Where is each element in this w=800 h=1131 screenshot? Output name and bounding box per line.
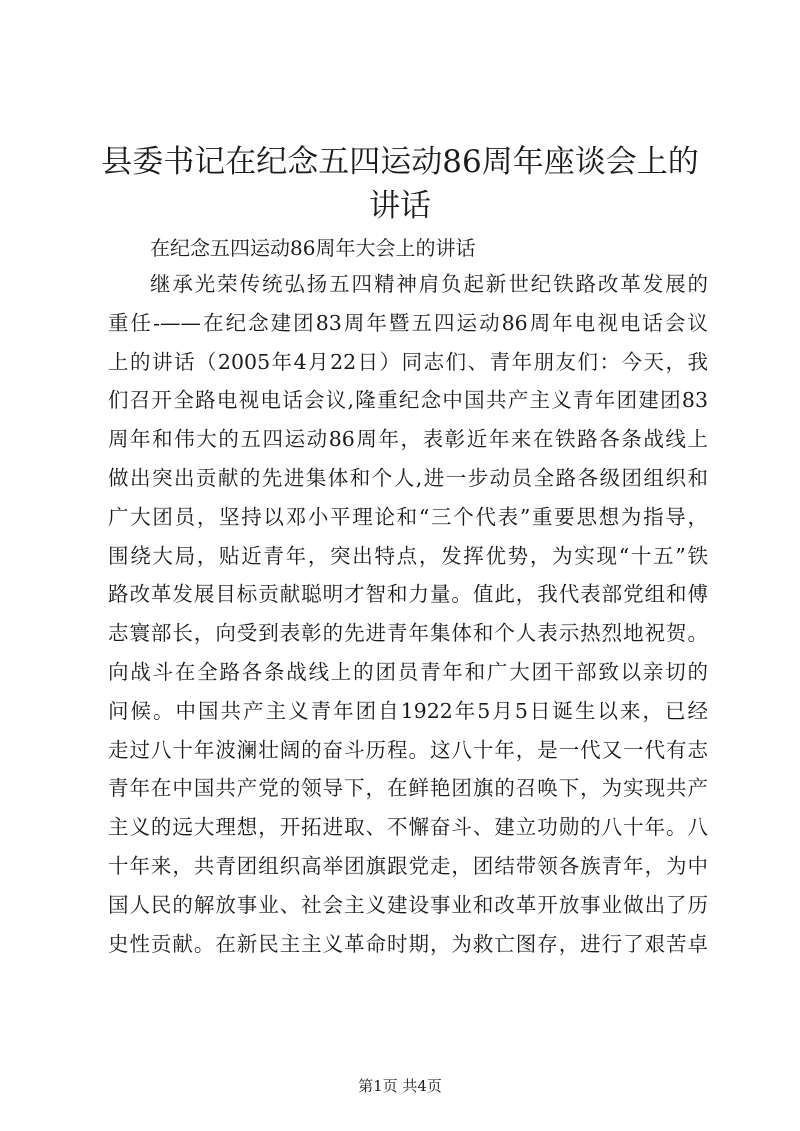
body-line: 走过八十年波澜壮阔的奋斗历程。这八十年，是一代又一代有志 [108,737,708,762]
body-line: 上的讲话（2005年4月22日）同志们、青年朋友们：今天，我 [108,349,708,374]
title-line-1: 县委书记在纪念五四运动86周年座谈会上的 [101,144,699,180]
body-line: 围绕大局，贴近青年，突出特点，发挥优势，为实现“十五”铁 [108,543,708,568]
page-footer: 第1页 共4页 [358,1077,442,1095]
document-subtitle: 在纪念五四运动86周年大会上的讲话 [150,236,476,260]
body-line: 问候。中国共产主义青年团自1922年5月5日诞生以来，已经 [108,698,708,723]
body-line: 主义的远大理想，开拓进取、不懈奋斗、建立功勋的八十年。八 [108,815,708,840]
body-line: 青年在中国共产党的领导下，在鲜艳团旗的召唤下，为实现共产 [108,776,708,801]
title-line-2: 讲话 [369,188,431,224]
body-line: 广大团员，坚持以邓小平理论和“三个代表”重要思想为指导， [108,504,708,529]
body-line: 重任-——在纪念建团83周年暨五四运动86周年电视电话会议 [108,310,708,335]
body-line: 向战斗在全路各条战线上的团员青年和广大团干部致以亲切的 [108,659,708,684]
body-line: 做出突出贡献的先进集体和个人,进一步动员全路各级团组织和 [108,465,708,490]
body-line: 史性贡献。在新民主主义革命时期，为救亡图存，进行了艰苦卓 [108,931,708,956]
body-line: 路改革发展目标贡献聪明才智和力量。值此，我代表部党组和傅 [108,582,708,607]
body-paragraph [108,265,708,963]
body-line: 十年来，共青团组织高举团旗跟党走，团结带领各族青年，为中 [108,853,708,878]
body-line: 们召开全路电视电话会议,隆重纪念中国共产主义青年团建团83 [108,388,708,413]
body-line: 周年和伟大的五四运动86周年，表彰近年来在铁路各条战线上 [108,427,708,452]
body-line: 继承光荣传统弘扬五四精神肩负起新世纪铁路改革发展的 [150,272,708,296]
body-line: 国人民的解放事业、社会主义建设事业和改革开放事业做出了历 [108,892,708,917]
document-title [100,140,700,228]
body-line: 志寰部长，向受到表彰的先进青年集体和个人表示热烈地祝贺。 [108,621,708,646]
